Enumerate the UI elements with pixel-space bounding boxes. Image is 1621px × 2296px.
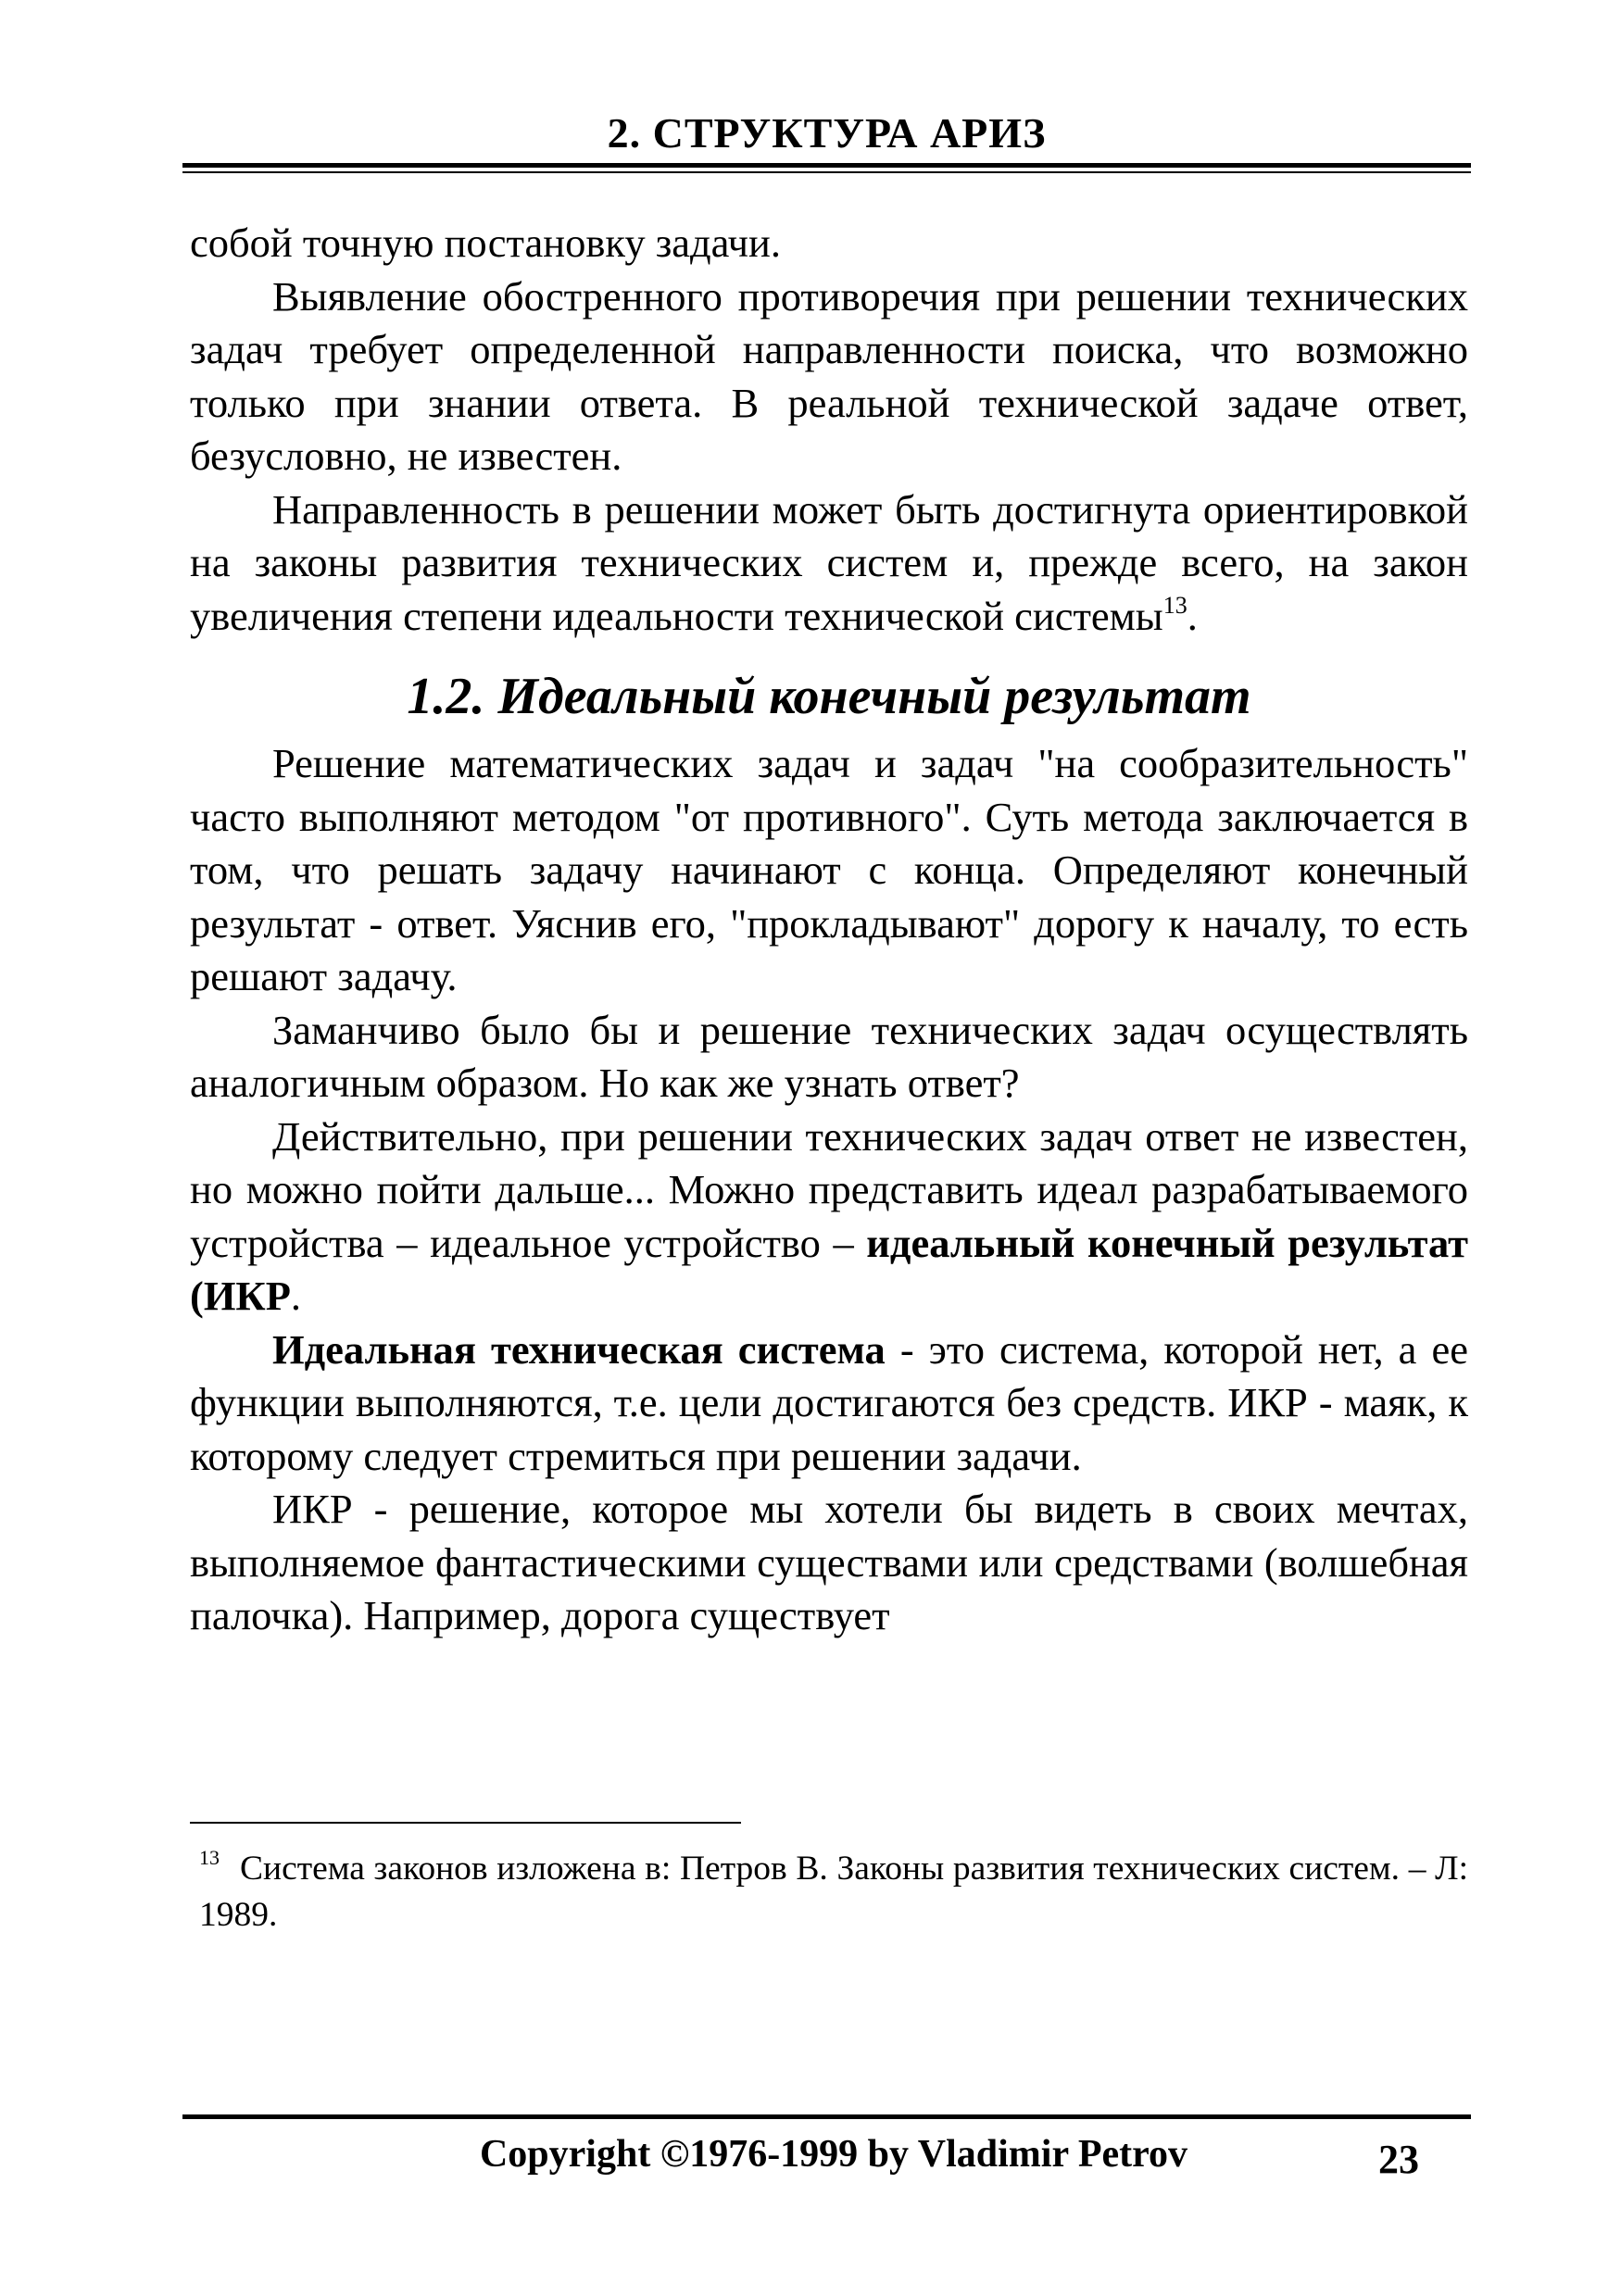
paragraph-7-text: - это система, которой нет, а ее функции выполняются, т.е. цели достигаются без средств. ИКР - маяк, к которому следует стремиться при решении задачи.	[190, 1325, 1468, 1479]
paragraph-2: Выявление обостренного противоречия при решении технических задач требует определенной направленности поиска, что возможно только при знании ответа. В реальной технической задаче ответ, безусловно, не известен.	[190, 272, 1468, 479]
footer-rule	[182, 2114, 1471, 2119]
paragraph-6-bold-term: идеальный конечный результат (ИКР	[190, 1219, 1468, 1319]
main-text	[190, 217, 1468, 1643]
paragraph-5: Заманчиво было бы и решение технических задач осуществлять аналогичным образом. Но как же узнать ответ?	[190, 1006, 1468, 1106]
paragraph-3-text: Направленность в решении может быть достигнута ориентировкой на законы развития технических систем и, прежде всего, на закон увеличения степени идеальности технической системы	[190, 485, 1468, 639]
footnote	[199, 1846, 1468, 1938]
footnote-text: Система законов изложена в: Петров В. Законы развития технических систем. – Л: 1989.	[199, 1850, 1468, 1934]
footnote-number: 13	[199, 1846, 220, 1869]
paragraph-7-bold-term: Идеальная техническая система	[272, 1325, 886, 1373]
paragraph-6	[190, 1110, 1468, 1324]
paragraph-1: собой точную постановку задачи.	[190, 220, 781, 266]
paragraph-4: Решение математических задач и задач "на сообразительность" часто выполняют методом "от противного". Суть метода заключается в том, что решать задачу начинают с конца. Определяют конечный результат - ответ. Уяснив его, "прокладывают" дорогу к началу, то есть решают задачу.	[190, 740, 1468, 999]
paragraph-3	[190, 483, 1468, 644]
header-rule-thin	[182, 171, 1471, 173]
paragraph-6-end: .	[290, 1273, 302, 1319]
paragraph-3-end: .	[1187, 592, 1198, 639]
header-rule-thick	[182, 163, 1471, 168]
copyright-notice: Copyright ©1976-1999 by Vladimir Petrov	[479, 2133, 1188, 2176]
footnote-reference: 13	[1162, 591, 1187, 619]
page-number: 23	[1378, 2137, 1419, 2182]
paragraph-6-text: Действительно, при решении технических задач ответ не известен, но можно пойти дальше... Можно представить идеал разрабатываемого устройства – идеальное устройство –	[190, 1112, 1468, 1266]
footnote-separator	[190, 1822, 741, 1824]
paragraph-7	[190, 1324, 1468, 1484]
paragraph-8: ИКР - решение, которое мы хотели бы видеть в своих мечтах, выполняемое фантастическими существами или средствами (волшебная палочка). Например, дорога существует	[190, 1486, 1468, 1638]
running-header-title: 2. СТРУКТУРА АРИЗ	[607, 109, 1047, 157]
section-heading: 1.2. Идеальный конечный результат	[407, 668, 1251, 725]
